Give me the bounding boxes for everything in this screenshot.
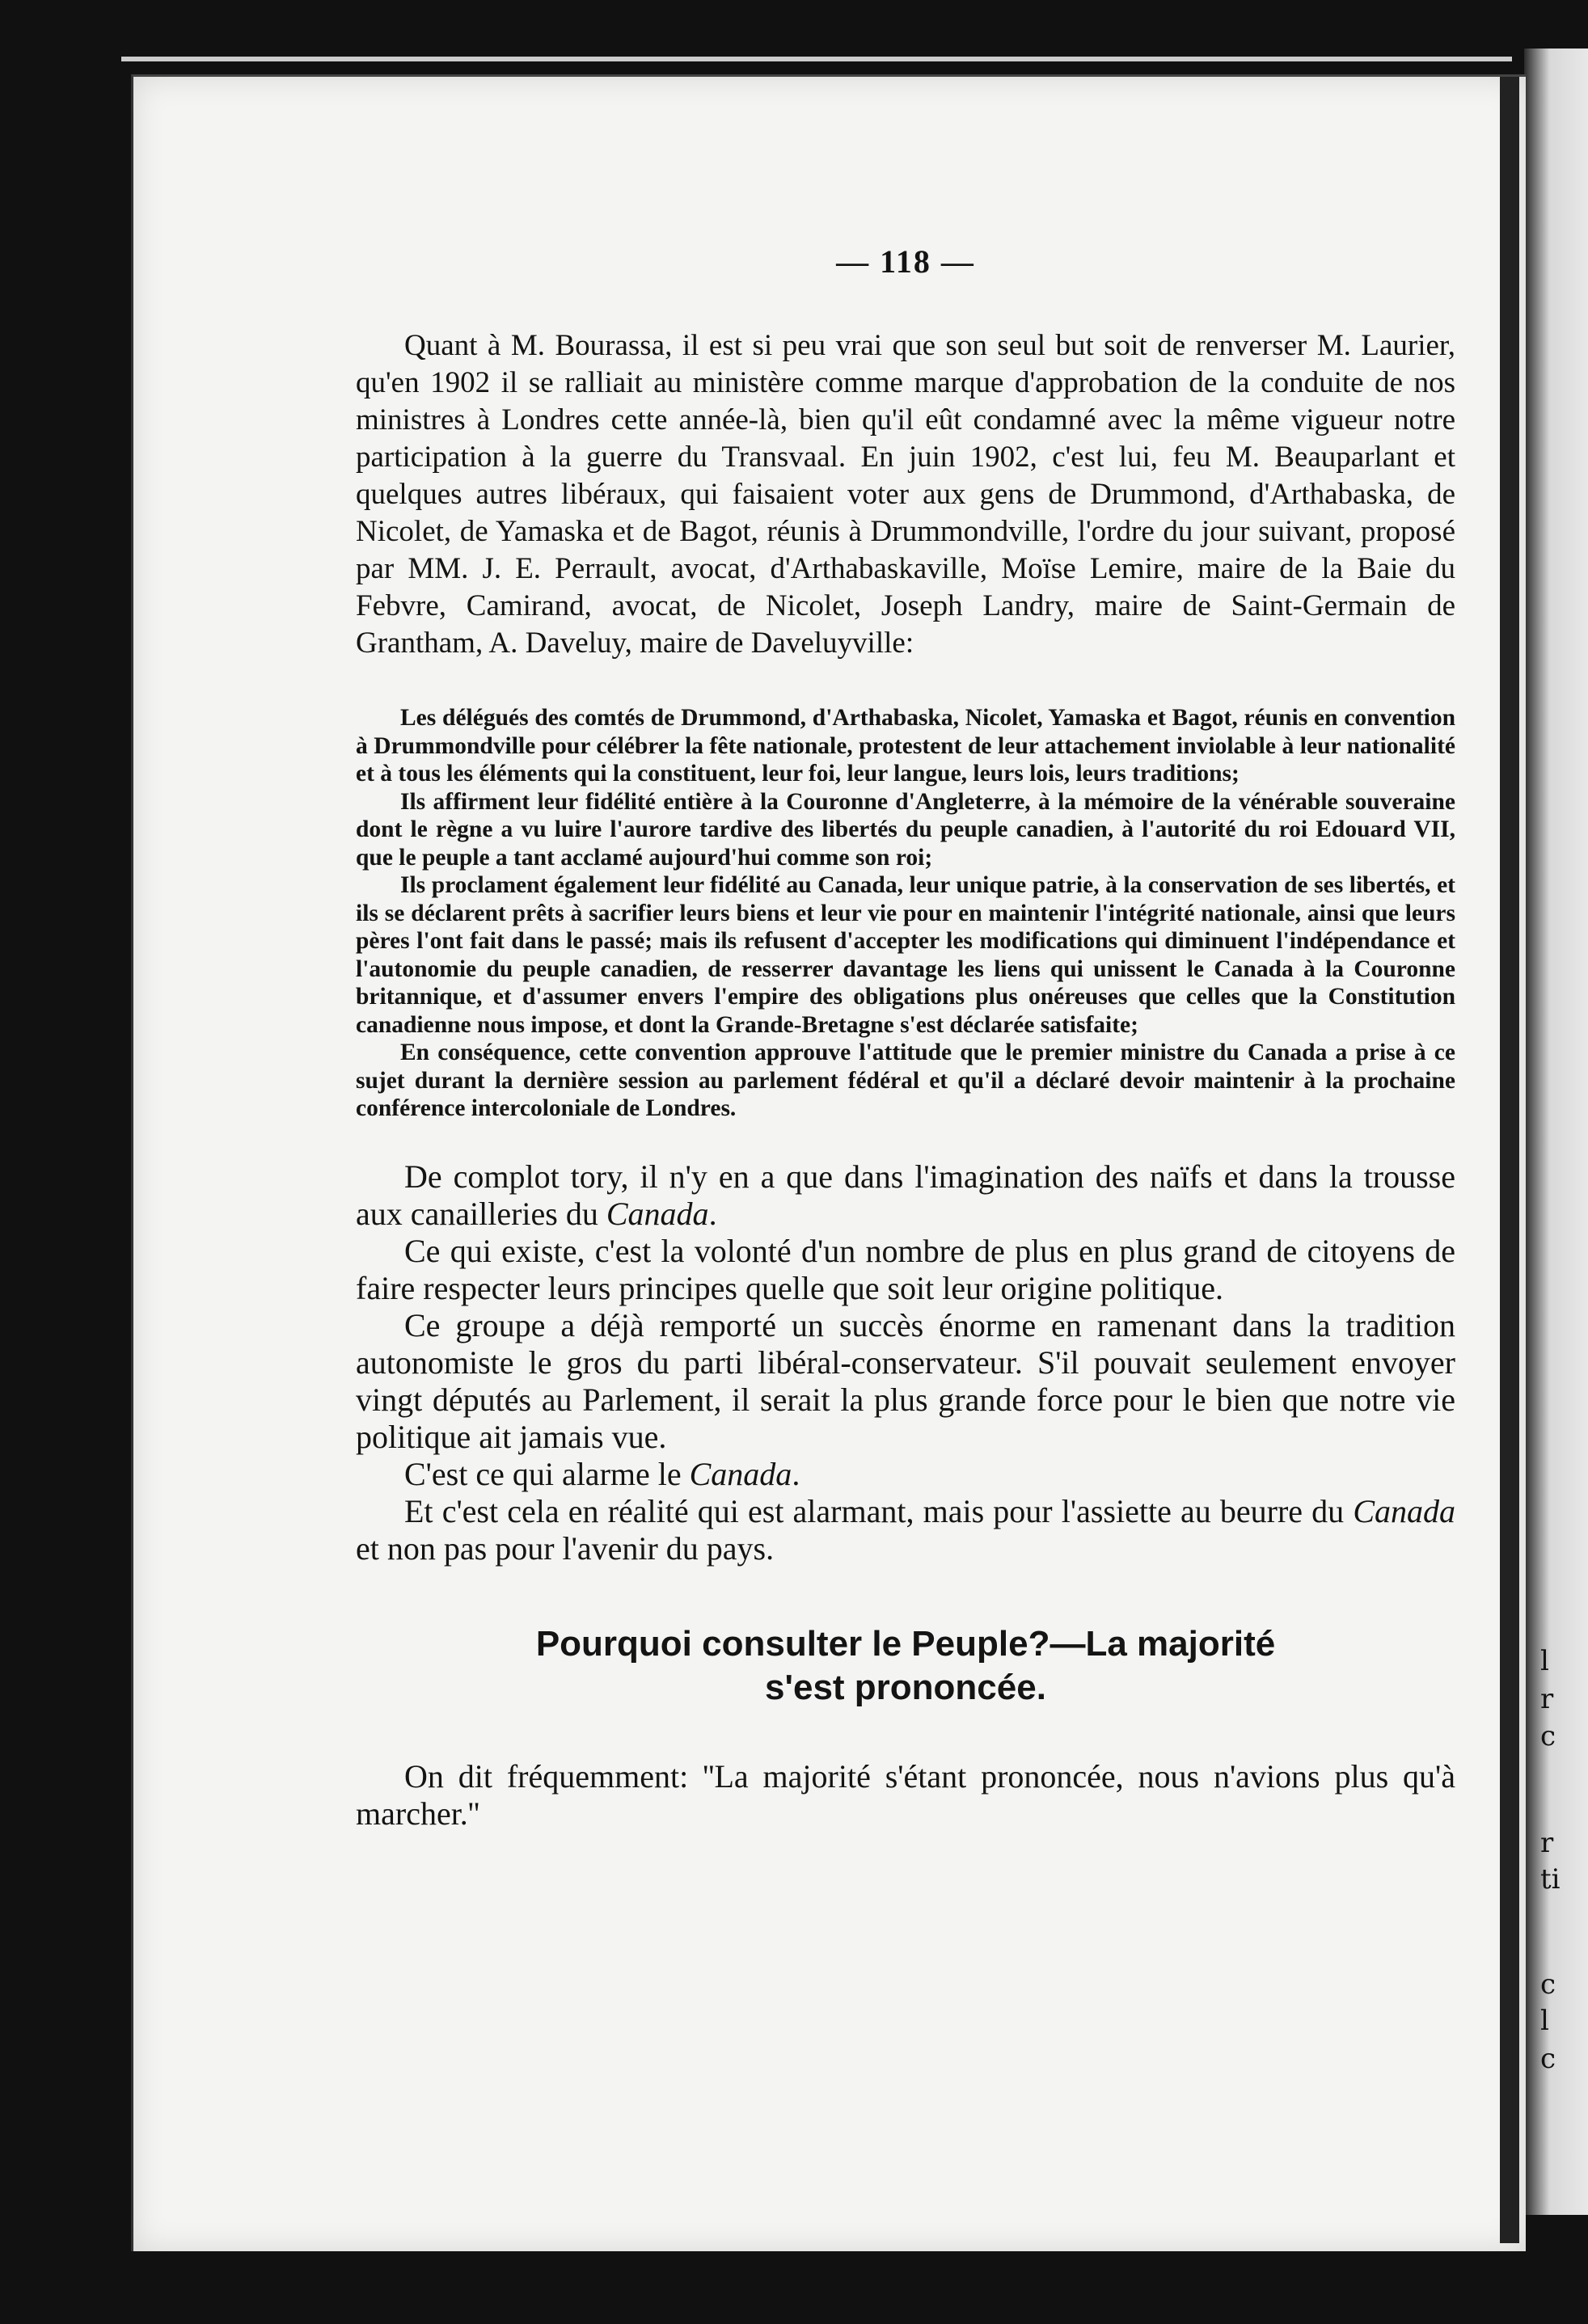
adjacent-fragment: r	[1540, 1683, 1554, 1715]
adjacent-fragment: r	[1540, 1827, 1554, 1859]
heading-line-1: Pourquoi consulter le Peuple?—La majorité	[535, 1623, 1276, 1664]
paragraph-groupe: Ce groupe a déjà remporté un succès énorme en ramenant dans la tradition autonomiste le gros du parti libéral-conservateur. S'il pouvait seulement envoyer vingt députés au Parlement, il serait la plus grande force pour le bien que notre vie politique ait jamais vue.	[356, 1306, 1455, 1455]
page-content	[356, 243, 1455, 1833]
alarmant-text: Et c'est cela en réalité qui est alarmant, mais pour l'assiette au beurre du	[404, 1492, 1354, 1529]
adjacent-fragment: l	[1540, 2005, 1549, 2037]
final-paragraph: On dit fréquemment: ''La majorité s'étant prononcée, nous n'avions plus qu'à marcher.''	[356, 1757, 1455, 1832]
alarme-end: .	[792, 1455, 800, 1492]
resolution-paragraph: Les délégués des comtés de Drummond, d'Arthabaska, Nicolet, Yamaska et Bagot, réunis en convention à Drummondville pour célébrer la fête nationale, protestent de leur attachement inviolable à leur nationalité et à tous les éléments qui la constituent, leur foi, leur langue, leurs lois, leurs traditions;	[356, 705, 1455, 787]
resolution-paragraph: Ils proclament également leur fidélité au Canada, leur unique patrie, à la conservation de ses libertés, et ils se déclarent prêts à sacrifier leurs biens et leur vie pour en maintenir l'intégrité nationale, ainsi que leurs pères l'ont fait dans le passé; mais ils refusent d'accepter les modifications qui diminuent l'indépendance et l'autonomie du peuple canadien, de resserrer davantage les liens qui unissent le Canada à la Couronne britannique, et d'assumer envers l'empire des obligations plus onéreuses que celles que la Constitution canadienne nous impose, et dont la Grande-Bretagne s'est déclarée satisfaite;	[356, 872, 1455, 1038]
resolution-block	[356, 704, 1455, 1123]
paragraph-existe: Ce qui existe, c'est la volonté d'un nombre de plus en plus grand de citoyens de faire respecter leurs principes quelle que soit leur origine politique.	[356, 1232, 1455, 1306]
adjacent-fragment: c	[1540, 2043, 1556, 2075]
complot-end: .	[708, 1195, 717, 1232]
adjacent-fragment: l	[1540, 1645, 1549, 1677]
newspaper-name: Canada	[689, 1455, 792, 1492]
page-number: — 118 —	[836, 243, 975, 280]
alarme-text: C'est ce qui alarme le	[404, 1455, 690, 1492]
paragraph-alarmant	[356, 1493, 1455, 1567]
paragraph-alarme	[356, 1456, 1455, 1493]
complot-text: De complot tory, il n'y en a que dans l'imagination des naïfs et dans la trousse aux canailleries du	[356, 1158, 1455, 1232]
section-heading	[356, 1622, 1455, 1710]
newspaper-name: Canada	[1353, 1492, 1455, 1529]
page-top-edge	[121, 57, 1512, 61]
page-gutter	[1500, 77, 1519, 2243]
newspaper-name: Canada	[606, 1195, 709, 1232]
resolution-paragraph: En conséquence, cette convention approuve l'attitude que le premier ministre du Canada a prise à ce sujet durant la dernière session au parlement fédéral et qu'il a déclaré devoir maintenir à la prochaine conférence intercoloniale de Londres.	[356, 1040, 1455, 1121]
heading-line-2: s'est prononcée.	[765, 1667, 1046, 1707]
paragraph-complot	[356, 1158, 1455, 1233]
resolution-paragraph: Ils affirment leur fidélité entière à la Couronne d'Angleterre, à la mémoire de la vénérable souveraine dont le règne a vu luire l'aurore tardive des libertés du peuple canadien, à l'autorité du roi Edouard VII, que le peuple a tant acclamé aujourd'hui comme son roi;	[356, 788, 1455, 871]
adjacent-fragment: c	[1540, 1968, 1556, 2001]
adjacent-page	[1524, 49, 1588, 2215]
adjacent-fragment: ti	[1540, 1863, 1561, 1896]
commentary-block	[356, 1158, 1455, 1567]
alarmant-end: et non pas pour l'avenir du pays.	[356, 1529, 775, 1567]
intro-paragraph: Quant à M. Bourassa, il est si peu vrai que son seul but soit de renverser M. Laurier, qu'en 1902 il se ralliait au ministère comme marque d'approbation de la conduite de nos ministres à Londres cette année-là, bien qu'il eût condamné avec la même vigueur notre participation à la guerre du Transvaal. En juin 1902, c'est lui, feu M. Beauparlant et quelques autres libéraux, qui faisaient voter aux gens de Drummond, d'Arthabaska, de Nicolet, de Yamaska et de Bagot, réunis à Drummondville, l'ordre du jour suivant, proposé par MM. J. E. Perrault, avocat, d'Arthabaskaville, Moïse Lemire, maire de la Baie du Febvre, Camirand, avocat, de Nicolet, Joseph Landry, maire de Saint-Germain de Grantham, A. Daveluy, maire de Daveluyville:	[356, 329, 1455, 660]
adjacent-fragment: c	[1540, 1720, 1556, 1752]
